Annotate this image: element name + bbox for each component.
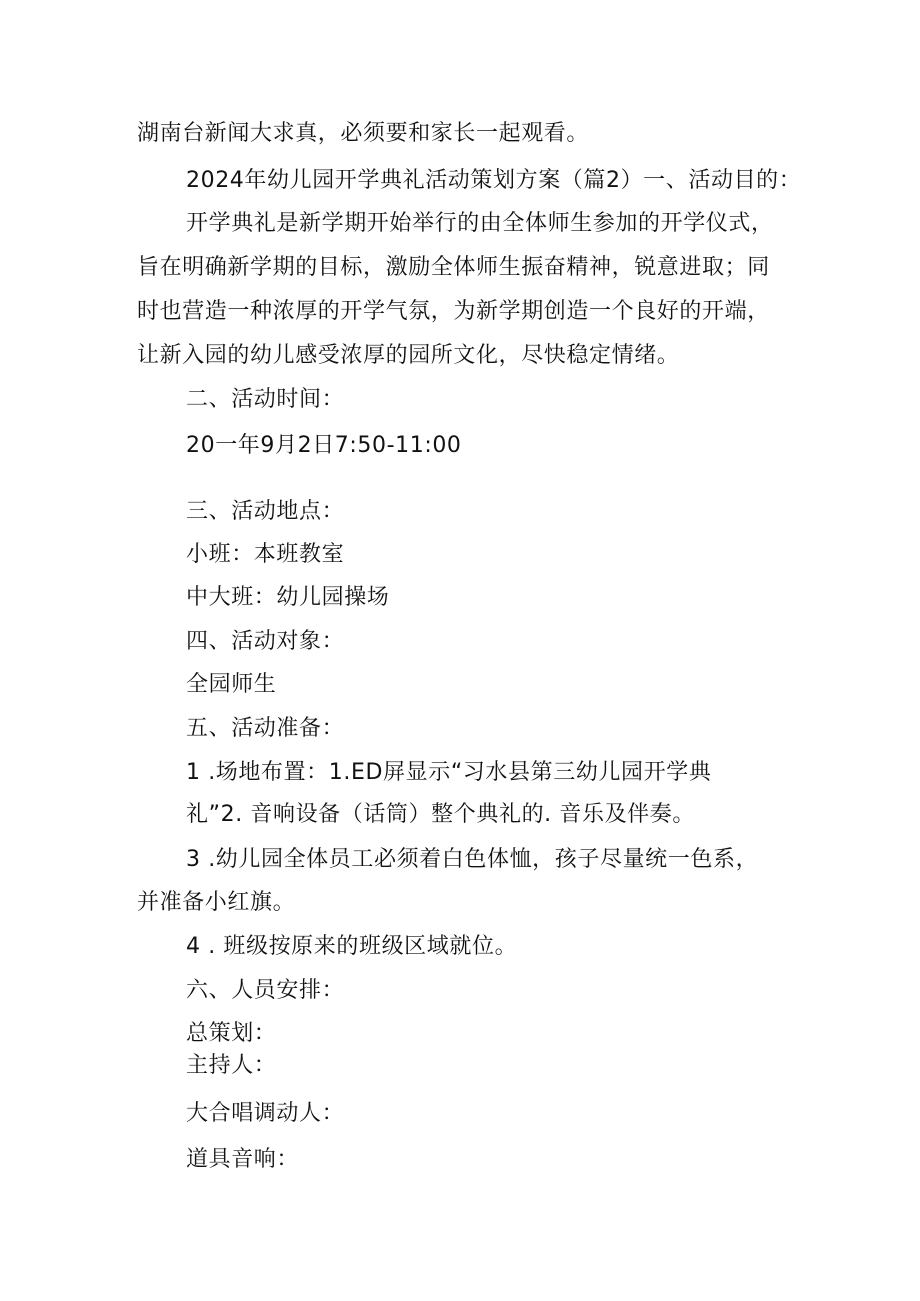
- text-line: 3 .幼儿园全体员工必须着白色体恤，孩子尽量统一色系，: [186, 847, 759, 872]
- text-line: 开学典礼是新学期开始举行的由全体师生参加的开学仪式，: [186, 211, 774, 236]
- text-line: 时也营造一种浓厚的开学气氛，为新学期创造一个良好的开端，: [137, 299, 770, 324]
- section-heading: 六、人员安排：: [186, 978, 345, 1003]
- text-line: 让新入园的幼儿感受浓厚的园所文化，尽快稳定情绪。: [137, 343, 680, 368]
- text-line: 总策划：: [186, 1021, 277, 1046]
- text-line: 20一年9月2日7:50-11:00: [186, 433, 462, 458]
- heading-line: 2024年幼儿园开学典礼活动策划方案（篇2）一、活动目的：: [186, 168, 802, 193]
- section-heading: 五、活动准备：: [186, 716, 345, 741]
- section-heading: 二、活动时间：: [186, 387, 345, 412]
- text-line: 并准备小红旗。: [137, 890, 296, 915]
- text-line: 道具音响：: [186, 1147, 300, 1172]
- text-line: 礼”2. 音响设备（话筒）整个典礼的. 音乐及伴奏。: [186, 802, 695, 827]
- section-heading: 三、活动地点：: [186, 499, 345, 524]
- text-line: 4 . 班级按原来的班级区域就位。: [186, 934, 518, 959]
- text-line: 旨在明确新学期的目标，激励全体师生振奋精神，锐意进取；同: [137, 255, 770, 280]
- text-line: 全园师生: [186, 672, 277, 697]
- section-heading: 四、活动对象：: [186, 629, 345, 654]
- text-line: 1 .场地布置：1.ED屏显示“习水县第三幼儿园开学典: [186, 760, 712, 785]
- text-line: 主持人：: [186, 1053, 277, 1078]
- text-line: 大合唱调动人：: [186, 1101, 345, 1126]
- text-line: 中大班：幼儿园操场: [186, 585, 390, 610]
- text-line: 小班：本班教室: [186, 542, 345, 567]
- text-line: 湖南台新闻大求真，必须要和家长一起观看。: [137, 121, 590, 146]
